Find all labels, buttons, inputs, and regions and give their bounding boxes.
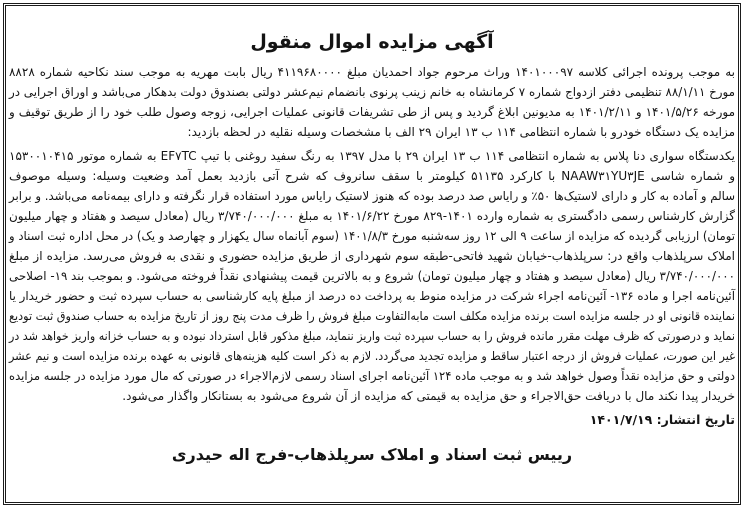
details-line: نماید و درصورتی که ظرف مهلت مقرر مانده فروش را به حساب سپرده ثبت واریز ننماید، مبلغ مذکور قابل استرداد نبوده و به حساب خزانه واریز خواهد شد در [8, 329, 735, 343]
details-line: دولتی و حق مزایده نقداً وصول خواهد شد و به موجب ماده ۱۲۴ آئین‌نامه اجرای اسناد رسمی لازم‌الاجراء در صورتی که مال مورد مزایده در جلسه مزایده [9, 369, 735, 383]
signature-line: رییس ثبت اسناد و املاک سرپلذهاب-فرج اله حیدری [171, 445, 573, 464]
details-line: و شماره شاسی NAAW۳۱YU۳JE با کارکرد ۵۱۱۳۵ کیلومتر با سقف سانروف که شرح آتی بازدید بعمل آمد وضعیت وسیله: وسیله موصوف [9, 169, 735, 183]
details-line: گزارش کارشناس رسمی دادگستری به شماره وارده ۱۴۰۱-۸۲۹ مورخ ۱۴۰۱/۶/۲۲ به مبلغ ۳/۷۴۰/۰۰۰/۰۰۰ ریال (معادل سیصد و هفتاد و چهار میلیون [8, 209, 735, 223]
notice-title: آگهی مزایده اموال منقول [250, 31, 494, 53]
details-line: تومان) ارزیابی گردیده که مزایده از ساعت ۹ الی ۱۲ روز سه‌شنبه مورخ ۱۴۰۱/۸/۳ (سوم آبانماه سال یکهزار و چهارصد و یک) در محل اداره ثبت اسناد و [9, 229, 735, 243]
details-line: ۳/۷۴۰/۰۰۰/۰۰۰ ریال (معادل سیصد و هفتاد و چهار میلیون تومان) شروع و به بالاترین قیمت پیشنهادی نقداً فروخته می‌شود. و بموجب بند ۱۹- اصلاحی [9, 269, 735, 283]
details-line: غیر این صورت، عملیات فروش از درجه اعتبار ساقط و مزایده تجدید می‌گردد. لازم به ذکر است کلیه هزینه‌های قانونی به عهده برنده مزایده است و نیم عشر [8, 349, 736, 363]
auction-notice [3, 3, 741, 505]
publish-date-value: ۱۴۰۱/۷/۱۹ [589, 412, 653, 427]
details-line: خریدار پیدا نکند مال با دریافت حق‌الاجراء و حق مزایده به قیمتی که مزایده از آن شروع می‌شود به بستانکار واگذار می‌شود. [122, 389, 735, 403]
intro-line: مورخ ۸۸/۱/۱۱ تنظیمی دفتر ازدواج شماره ۷ کرمانشاه به خانم زینب پرنوی بانضمام نیم‌عشر دولتی بصندوق دولت بدهکار می‌باشد و اوراق اجرایی در [9, 85, 735, 99]
intro-line: مورخه ۱۴۰۱/۵/۲۶ و ۱۴۰۱/۲/۱۱ به مدیونین ابلاغ گردید و پس از طی تشریفات قانونی عملیات اجرایی، زوجه وصول طلب خود را از طریق توقیف و [9, 105, 735, 119]
publish-date-label: تاریخ انتشار: [656, 412, 735, 427]
publish-date [590, 410, 735, 430]
details-line: نماینده قانونی او در جلسه مزایده است برنده مزایده مکلف است مابه‌التفاوت مبلغ فروش را ظرف مدت پنج روز از تاریخ مزایده به حساب صندوق ثبت تودیع [9, 309, 736, 323]
details-line: یکدستگاه سواری دنا پلاس به شماره انتظامی ۱۱۴ ب ۱۳ ایران ۲۹ با مدل ۱۳۹۷ به رنگ سفید روغنی با تیپ EF۷TC به شماره موتور ۱۵۳۰۰۱۰۴۱۵ [9, 149, 735, 163]
intro-line: به موجب پرونده اجرائی کلاسه ۱۴۰۱۰۰۰۹۷ وراث مرحوم جواد احمدیان مبلغ ۴۱۱۹۶۸۰۰۰۰ ریال بابت مهریه به موجب سند نکاحیه شماره ۸۸۲۸ [8, 65, 735, 79]
details-line: املاک سرپلذهاب واقع در: سرپلذهاب-خیابان شهید فاتحی-طبقه سوم شهرداری از طریق مزایده حضوری و نقدی به فروش می‌رسد. مزایده از مبلغ [9, 249, 735, 263]
details-line: آئین‌نامه اجرا و ماده ۱۳۶- آئین‌نامه اجراء شرکت در مزایده منوط به پرداخت ده درصد از مبلغ پایه کارشناسی به حساب سپرده ثبت و حضور خریدار یا [8, 289, 735, 303]
vehicle-details-paragraph [9, 146, 735, 406]
intro-paragraph [9, 62, 735, 142]
details-line: سالم و آماده به کار و دارای لاستیک‌ها ۵۰٪ و رایاس صد درصد بوده که هنوز لاستیک رایاس مورد استفاده قرار نگرفته و دارای بیمه‌نامه می‌باشد. و برابر [9, 189, 735, 203]
intro-line: مزایده یک دستگاه خودرو با شماره انتظامی ۱۱۴ ب ۱۳ ایران ۲۹ الف با مشخصات وسیله نقلیه در لحظه بازدید: [187, 125, 735, 139]
